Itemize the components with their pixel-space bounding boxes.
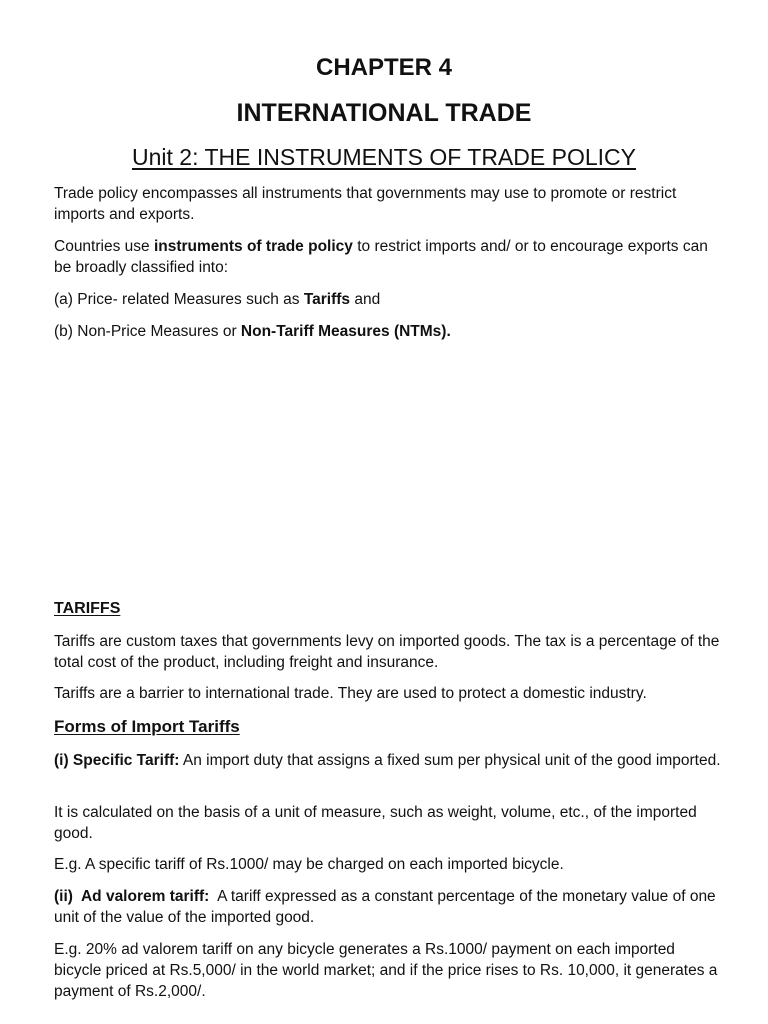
tariffs-paragraph-2: Tariffs are a barrier to international trade. They are used to protect a domestic industry. <box>54 685 647 702</box>
text-span: and <box>350 291 381 308</box>
bold-term: (i) Specific Tariff: <box>54 752 180 769</box>
text-span: An import duty that assigns a fixed sum per physical unit of the good imported. <box>179 752 721 769</box>
advalorem-tariff-example: E.g. 20% ad valorem tariff on any bicycle generates a Rs.1000/ payment on each imported bicycle priced at Rs.5,000/ in the world market; and if the price rises to Rs. 10,000, it generates a payment of Rs.2,000/. <box>54 941 718 1000</box>
section-heading-tariffs: TARIFFS <box>54 600 121 617</box>
advalorem-tariff-definition <box>54 886 722 928</box>
bold-term: Ad valorem tariff: <box>72 888 210 905</box>
specific-tariff-example: E.g. A specific tariff of Rs.1000/ may be charged on each imported bicycle. <box>54 856 564 873</box>
chapter-heading: CHAPTER 4 <box>315 54 453 81</box>
intro-paragraph-2 <box>54 236 722 278</box>
bold-term: instruments of trade policy <box>153 238 353 255</box>
list-item-b <box>54 321 722 342</box>
bold-term: Non-Tariff Measures (NTMs). <box>240 323 451 340</box>
list-item-a <box>54 289 722 310</box>
text-span: (b) Non-Price Measures or <box>54 323 241 340</box>
subheading-forms: Forms of Import Tariffs <box>54 717 240 736</box>
bold-term: Tariffs <box>303 291 351 308</box>
chapter-title: INTERNATIONAL TRADE <box>236 99 532 127</box>
text-span: A tariff expressed as a constant percentage of the monetary value of one unit of the value of the imported good. <box>54 888 720 926</box>
bold-term: (ii) <box>54 888 73 905</box>
tariffs-paragraph-1: Tariffs are custom taxes that governments levy on imported goods. The tax is a percentage of the total cost of the product, including freight and insurance. <box>54 633 720 671</box>
intro-paragraph-1: Trade policy encompasses all instruments that governments may use to promote or restrict imports and exports. <box>54 185 677 223</box>
text-span: to restrict imports and/ or to encourage exports can be broadly classified into: <box>54 238 708 276</box>
specific-tariff-definition <box>54 750 722 771</box>
specific-tariff-calculation: It is calculated on the basis of a unit of measure, such as weight, volume, etc., of the imported good. <box>54 804 697 842</box>
text-span: (a) Price- related Measures such as <box>54 291 304 308</box>
text-span: Countries use <box>54 238 154 255</box>
unit-heading: Unit 2: THE INSTRUMENTS OF TRADE POLICY <box>132 144 636 170</box>
